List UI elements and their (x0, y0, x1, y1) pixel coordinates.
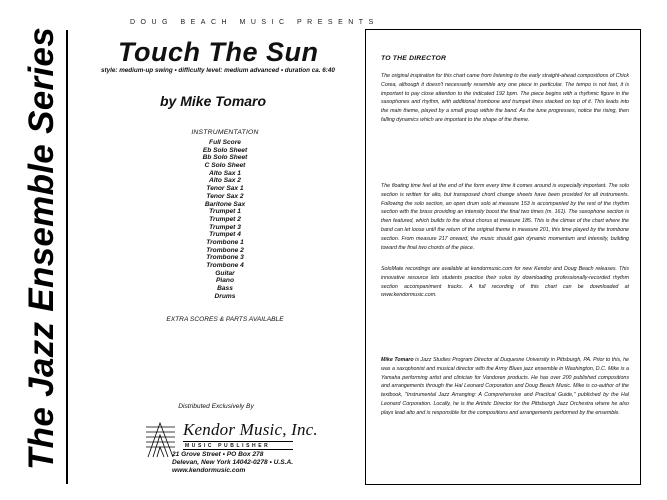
instrument-item: Guitar (215, 269, 235, 277)
instrument-item: Alto Sax 1 (209, 169, 241, 177)
instrument-item: Baritone Sax (204, 200, 246, 208)
instrument-item: Trombone 1 (206, 238, 244, 246)
instrument-item: Trumpet 1 (209, 208, 241, 216)
instrument-item: Trombone 4 (206, 262, 244, 269)
instrument-item: C Solo Sheet (204, 162, 246, 170)
distributed-by-label: Distributed Exclusively By (178, 403, 254, 410)
instrument-item: Trombone 2 (206, 246, 244, 254)
instrument-item: Drums (214, 292, 236, 300)
instrument-item: Alto Sax 2 (209, 177, 241, 185)
instrument-item: Full Score (209, 139, 241, 146)
instrumentation-heading: INSTRUMENTATION (191, 129, 259, 136)
director-notes-paragraph: The original inspiration for this chart came from listening to the early straight-ahead compositions of Chick Corea, although it doesn't necessarily resemble any one piece in particular. The tempo is not fast, it is important to pay close attention to the indicated 192 bpm. The piece begins with a rhythmic figure in the saxophones and rhythm, with additional trombone and trumpet lines stacked on top of it. This leads into the main theme, played by a small group within the band. As the tune progresses, notice the rising, then falling dynamics which are important to the shape of the theme. (381, 73, 629, 123)
instrument-item: Bass (217, 285, 233, 293)
series-title: The Jazz Ensemble Series (22, 27, 61, 470)
director-notes-heading: TO THE DIRECTOR (381, 55, 447, 62)
instrument-item: Trumpet 4 (209, 231, 241, 239)
composer-bio-text: is Jazz Studies Program Director at Duquesne University in Pittsburgh, PA. Prior to this, he was a saxophonist and musical director with the Army Blues jazz ensemble in Washington, D.C. Mike is a Yamaha performing artist and clinician for Vandoren products. He has over 200 published compositions and arrangements through the Hal Leonard Corporation and Doug Beach Music. Mike is co-author of the textbook, "Instrumental Jazz Arranging: A Comprehensive and Practical Guide," published by the Hal Leonard Corporation. Locally, he is the Artistic Director for the Pittsburgh Jazz Orchestra where he also plays lead alto and is responsible for the compositions and arrangements performed by the ensemble. (381, 357, 629, 416)
instrumentation-list (170, 139, 280, 300)
instrument-item: Tenor Sax 1 (206, 185, 244, 193)
director-notes-paragraph: The floating time feel at the end of the form every time it comes around is especially important. The solo section is written for alto, but transposed chord change sheets have been provided for all instruments. Following the solo section, an open drum solo at measure 153 is accompanied by the rest of the rhythm section with the brass providing an intensity boost the final two times (m. 161). The saxophone section is then featured, which builds to the shout chorus at measure 185. This is the climax of the chart where the band can let loose until the return of the original theme in measure 201, this time played by the trombone section. From measure 217 onward, the music should gain dynamic momentum and intensity, building toward the final two chords of the piece. (381, 183, 629, 251)
instrument-item: Trombone 3 (206, 254, 244, 262)
piece-title: Touch The Sun (118, 37, 319, 67)
instrument-item: Tenor Sax 2 (206, 192, 244, 200)
publisher-website: www.kendormusic.com (172, 467, 246, 474)
composer-bio-name: Mike Tomaro (381, 357, 414, 363)
publisher-address-line1: 21 Grove Street • PO Box 278 (172, 451, 264, 458)
piece-details: style: medium-up swing • difficulty level: medium advanced • duration ca. 6:40 (101, 67, 335, 74)
instrument-item: Bb Solo Sheet (202, 154, 248, 162)
publisher-presents: DOUG BEACH MUSIC PRESENTS (130, 19, 379, 26)
composer-bio (381, 356, 629, 418)
publisher-name: Kendor Music, Inc. (183, 420, 318, 439)
instrument-item: Piano (216, 277, 234, 285)
composer-credit: by Mike Tomaro (160, 93, 267, 109)
instrument-item: Eb Solo Sheet (202, 146, 248, 154)
publisher-address-line2: Delevan, New York 14042-0278 • U.S.A. (172, 459, 294, 466)
publisher-subtitle: MUSIC PUBLISHER (183, 441, 293, 450)
instrument-item: Trumpet 3 (209, 223, 241, 231)
director-notes-paragraph: SoloMate recordings are available at kendormusic.com for new Kendor and Doug Beach releases. This innovative resource lets students practice their solos by downloading professionally-recorded rhythm section accompaniment tracks. A full recording of this chart can be downloaded at www.kendormusic.com. (381, 266, 629, 299)
instrument-item: Trumpet 2 (209, 215, 241, 223)
extra-parts-note: EXTRA SCORES & PARTS AVAILABLE (166, 316, 284, 323)
